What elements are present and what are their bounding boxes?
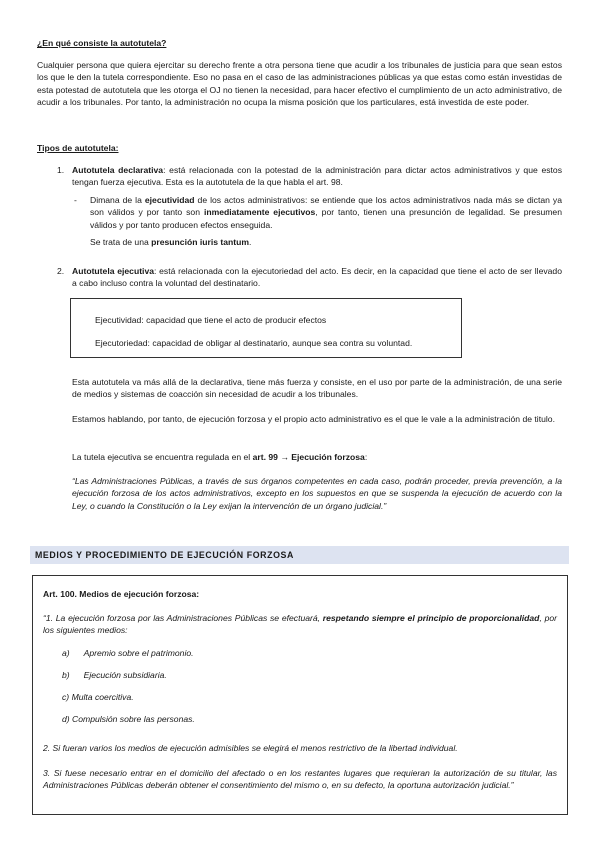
item-d-text: Compulsión sobre las personas. — [72, 714, 195, 724]
sub-text-d: inmediatamente ejecutivos — [203, 207, 316, 218]
regulada-text-c: : — [364, 452, 368, 462]
item-a-label: a) — [62, 648, 70, 658]
art100-item-c — [62, 691, 134, 703]
sub2-text-b: presunción iuris tantum — [151, 237, 250, 247]
art100-paragraph-2: 2. Si fueran varios los medios de ejecución admisibles se elegirá el menos restrictivo de la libertad individual. — [43, 743, 458, 753]
art100-paragraph-1 — [43, 612, 557, 637]
item-autotutela-declarativa — [72, 164, 562, 189]
section-banner: MEDIOS Y PROCEDIMIENTO DE EJECUCIÓN FORZOSA — [30, 546, 569, 564]
item2-title: Autotutela ejecutiva — [72, 266, 155, 276]
sub-text-c: de los actos administrativos: se entiende que los actos administrativos nada más se dictan ya son válidos y por tanto son — [90, 195, 562, 218]
intro-paragraph: Cualquier persona que quiera ejercitar su derecho frente a otra persona tiene que acudir a los tribunales de justicia para que sean estos los que le den la tutela correspondiente. Eso no pasa en el caso de las administraciones públicas ya que estas como están investidas de esta potestad de autotutela que les otorga el OJ no tienen la necesidad, para hacer efectivo el cumplimiento de un acto administrativo, de acudir a los tribunales. Por tanto, la administración no ocupa la misma posición que los particulares, está investida de este poder. — [37, 60, 562, 108]
sub-text-e: , por tanto, tienen una presunción de legalidad. Se presumen válidos y por tanto producen efectos enseguida. — [90, 207, 562, 230]
sub-item-ejecutividad — [90, 194, 562, 231]
quote-art99: “Las Administraciones Públicas, a través de sus órganos competentes en cada caso, podrán proceder, previa prevención, a la ejecución forzosa de los actos administrativos, excepto en los supuestos en que se suspenda la ejecución de acuerdo con la Ley, o cuando la Constitución o la Ley exijan la intervención de un órgano judicial.” — [72, 476, 562, 511]
art100-paragraph-3: 3. Si fuese necesario entrar en el domicilio del afectado o en los restantes lugares que requieran la autorización de su titular, las Administraciones Públicas deberán obtener el consentimiento del mismo o, en su defecto, la oportuna autorización judicial.” — [43, 768, 557, 791]
art100-item-b — [62, 669, 167, 681]
item-c-label: c) — [62, 692, 70, 702]
item-c-text: Multa coercitiva. — [71, 692, 134, 702]
item1-title: Autotutela declarativa — [72, 165, 164, 175]
regulada-text-a: La tutela ejecutiva se encuentra regulada en el — [72, 452, 253, 462]
item-d-label: d) — [62, 714, 70, 724]
art100-box — [32, 575, 568, 815]
sub-text-a: Dimana de la — [90, 195, 145, 205]
sub2-text-c: . — [249, 237, 252, 247]
definitions-box — [70, 298, 462, 358]
definition-ejecutoriedad: Ejecutoriedad: capacidad de obligar al destinatario, aunque sea contra su voluntad. — [95, 338, 413, 348]
list-number-2: 2. — [57, 266, 65, 276]
sub2-text-a: Se trata de una — [90, 237, 152, 247]
list-number-1: 1. — [57, 165, 65, 175]
art100-p1-c: , por los siguientes medios: — [43, 613, 557, 636]
regulada-art99: art. 99 → Ejecución forzosa — [252, 452, 365, 462]
art100-item-a — [62, 647, 194, 659]
paragraph-mas-alla: Esta autotutela va más allá de la declarativa, tiene más fuerza y consiste, en el uso por parte de la administración, de una serie de medios y sistemas de coacción sin necesidad de acudir a los tribunales. — [72, 377, 562, 400]
sub-text-b: ejecutividad — [144, 195, 195, 205]
dash-bullet: - — [74, 195, 77, 205]
art100-item-d — [62, 713, 195, 725]
paragraph-ejecucion-forzosa: Estamos hablando, por tanto, de ejecución forzosa y el propio acto administrativo es el que le vale a la administración de titulo. — [72, 414, 555, 424]
heading-autotutela: ¿En qué consiste la autotutela? — [37, 38, 167, 48]
heading-tipos: Tipos de autotutela: — [37, 143, 119, 153]
art100-p1-a: “1. La ejecución forzosa por las Administraciones Públicas se efectuará, — [43, 613, 323, 623]
paragraph-regulada — [72, 451, 367, 463]
item2-text: : está relacionada con la ejecutoriedad del acto. Es decir, en la capacidad que tiene el acto de ser llevado a cabo incluso contra la voluntad del destinatario. — [72, 266, 562, 289]
art100-title: Art. 100. Medios de ejecución forzosa: — [43, 589, 200, 599]
sub-item-presuncion — [90, 236, 251, 248]
item-a-text: Apremio sobre el patrimonio. — [83, 648, 194, 658]
definition-ejecutividad: Ejecutividad: capacidad que tiene el acto de producir efectos — [95, 315, 327, 325]
item-b-text: Ejecución subsidiaria. — [83, 670, 167, 680]
item-b-label: b) — [62, 670, 70, 680]
art100-p1-b: respetando siempre el principio de proporcionalidad — [322, 613, 540, 623]
item1-text: : está relacionada con la potestad de la administración para dictar actos administrativos y que estos tengan fuerza ejecutiva. Esta es la autotutela de la que habla el art. 98. — [72, 165, 562, 188]
item-autotutela-ejecutiva — [72, 265, 562, 290]
